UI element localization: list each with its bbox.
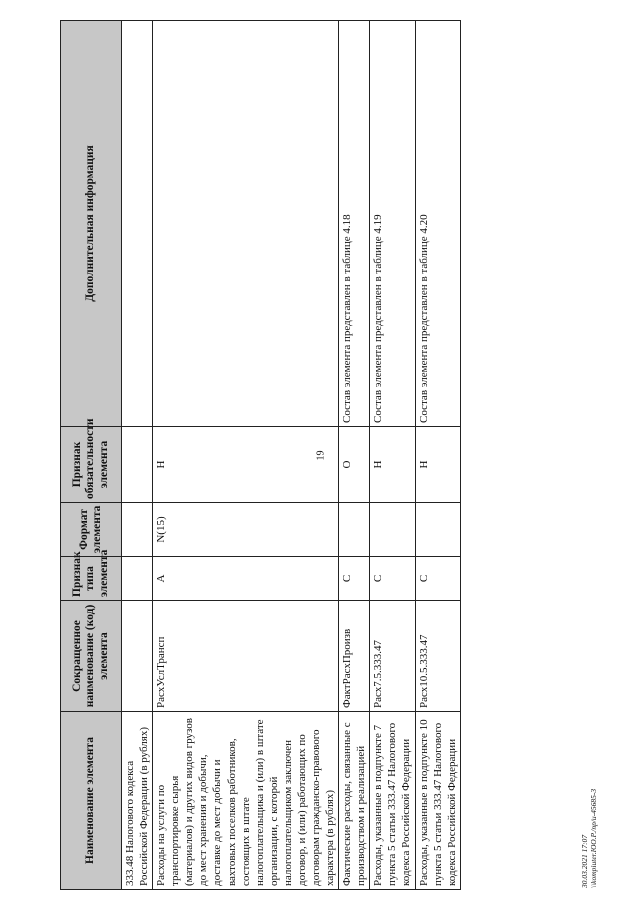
page-number: 19 [315,450,327,461]
cell-required: Н [415,427,460,503]
cell-required [122,427,153,503]
cell-info: Состав элемента представлен в таблице 4.20 [415,21,460,427]
cell-type: А [153,557,339,601]
table-row [370,21,415,890]
cell-format [122,503,153,557]
cell-info: Состав элемента представлен в таблице 4.19 [370,21,415,427]
cell-required: Н [153,427,339,503]
cell-name: Фактические расходы, связанные с производством и реализацией [339,712,370,890]
cell-name: Расходы на услуги по транспортировке сырья (материалов) и других видов грузов до мест хранения и добычи, доставке до мест добычи и вахтовых поселков работников, состоящих в штате налогоплательщика и (или) в штате организации, с которой налогоплательщиком заключен договор, и (или) работающих по договорам гражданско-правового характера (в рублях) [153,712,339,890]
cell-name: 333.48 Налогового кодекса Российской Федерации (в рублях) [122,712,153,890]
print-footer [580,789,599,888]
header-element-required: Признак обязательности элемента [61,427,122,503]
cell-required: О [339,427,370,503]
cell-type: С [370,557,415,601]
header-element-type: Признак типа элемента [61,557,122,601]
cell-type [122,557,153,601]
header-additional-info: Дополнительная информация [61,21,122,427]
header-element-name: Наименование элемента [61,712,122,890]
cell-type: С [415,557,460,601]
header-element-format: Формат элемента [61,503,122,557]
cell-name: Расходы, указанные в подпункте 10 пункта 5 статьи 333.47 Налогового кодекса Российской Федерации [415,712,460,890]
header-element-code: Сокращенное наименование (код) элемента [61,601,122,712]
print-timestamp: 30.03.2021 17:07 [580,834,589,888]
cell-info: Состав элемента представлен в таблице 4.18 [339,21,370,427]
cell-name: Расходы, указанные в подпункте 7 пункта 5 статьи 333.47 Налогового кодекса Российской Федерации [370,712,415,890]
cell-code: РасхУслТрансп [153,601,339,712]
cell-code: Расх10.5.333.47 [415,601,460,712]
table-row [415,21,460,890]
print-path: \\kompiuter.ЮО.Р./пр/и-45685-3 [589,788,599,888]
cell-code: Расх7.5.333.47 [370,601,415,712]
elements-table [60,20,461,890]
cell-info [122,21,153,427]
table-row [153,21,339,890]
cell-format [339,503,370,557]
cell-required: Н [370,427,415,503]
cell-type: С [339,557,370,601]
cell-format [415,503,460,557]
table-row [122,21,153,890]
cell-info [153,21,339,427]
table-header-row [61,21,122,890]
cell-code: ФактРасхПроизв [339,601,370,712]
table-row [339,21,370,890]
cell-code [122,601,153,712]
rotated-table-container [60,20,458,890]
cell-format [370,503,415,557]
cell-format: N(15) [153,503,339,557]
